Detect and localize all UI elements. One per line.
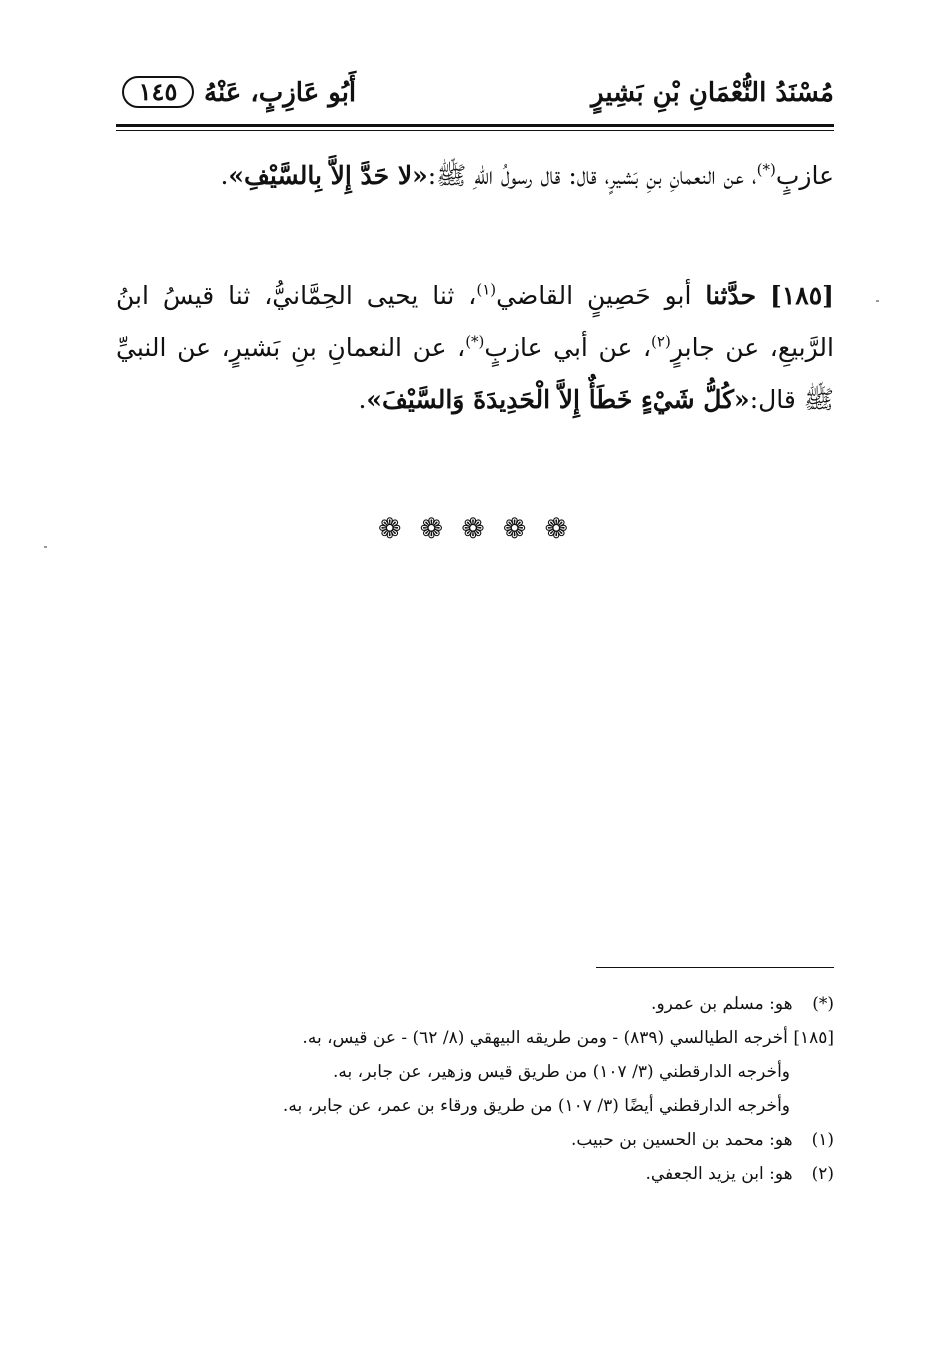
footnote-mark: (*): [812, 994, 834, 1014]
footnote-ref: (٢): [651, 332, 671, 351]
footnote-text: هو: محمد بن الحسين بن حبيب.: [570, 1130, 793, 1150]
footnote-item: [176, 1021, 834, 1055]
footnote-separator: [596, 967, 834, 968]
footnote-item: [176, 1055, 834, 1089]
flower-ornament-icon: ❁: [378, 511, 402, 545]
footnote-ref: (١): [476, 280, 497, 299]
footnote-mark: [١٨٥]: [793, 1028, 834, 1048]
hadith-paragraph-185: [١٨٥] حدَّثنا أبو حَصِينٍ القاضي$^{(١)}$، ثنا يحيى الحِمَّانيُّ، ثنا قيسُ ابنُ الرَّبيعِ، عن جابرٍ$^{(٢)}$، عن أبي عازبٍ(*)، عن النعمانِ بنِ بَشيرٍ، عن النبيِّ ﷺ قال:«كُلُّ شَيْءٍ خَطَأٌ إِلاَّ الْحَدِيدَةَ وَالسَّيْفَ».: [116, 280, 834, 414]
section-divider-ornaments: [378, 508, 568, 548]
footnote-mark: (٢): [811, 1164, 834, 1184]
header-rule-thin: [116, 130, 834, 131]
hadith-number: [١٨٥]: [770, 281, 834, 310]
flower-ornament-icon: ❁: [544, 511, 568, 545]
footnote-mark: (١): [811, 1130, 834, 1150]
footnotes: [176, 987, 834, 1191]
hadith-lead: حدَّثنا: [705, 281, 757, 310]
footnote-item: [176, 1089, 834, 1123]
footnote-item: [176, 1123, 834, 1157]
footnote-text: وأخرجه الدارقطني أيضًا (٣/ ١٠٧) من طريق ورقاء بن عمر، عن جابر، به.: [282, 1096, 790, 1116]
running-head-title: مُسْنَدُ النُّعْمَانِ بْنِ بَشِيرٍ: [590, 78, 834, 108]
hadith-quote: «كُلُّ شَيْءٍ خَطَأٌ إِلاَّ الْحَدِيدَةَ وَالسَّيْفَ»: [366, 385, 750, 414]
hadith-paragraph-continued: عازبٍ(*)، عن النعمانِ بنِ بَشيرٍ، قال: قال رسولُ اللهِ ﷺ:«لا حَدَّ إِلاَّ بِالسَّيْفِ».: [220, 160, 834, 190]
flower-ornament-icon: ❁: [461, 511, 485, 545]
footnote-text: هو: مسلم بن عمرو.: [651, 994, 793, 1014]
footnote-ref: (*): [465, 332, 485, 351]
scan-speck: [876, 300, 879, 302]
header-rule-thick: [116, 124, 834, 127]
hadith-quote: «لا حَدَّ إِلاَّ بِالسَّيْفِ»: [228, 161, 428, 190]
footnote-text: وأخرجه الدارقطني (٣/ ١٠٧) من طريق قيس وزهير، عن جابر، به.: [333, 1062, 790, 1082]
running-head-subtitle: أَبُو عَازِبٍ، عَنْهُ: [204, 78, 357, 108]
footnote-item: [176, 1157, 834, 1191]
flower-ornament-icon: ❁: [502, 511, 527, 545]
running-head: [116, 72, 834, 116]
flower-ornament-icon: ❁: [419, 511, 444, 545]
footnote-text: أخرجه الطيالسي (٨٣٩) - ومن طريقه البيهقي (٨/ ٦٢) - عن قيس، به.: [302, 1028, 788, 1048]
page-number: ١٤٥: [122, 76, 194, 108]
footnote-text: هو: ابن يزيد الجعفي.: [645, 1164, 793, 1184]
footnote-item: [176, 987, 834, 1021]
scan-speck: [44, 546, 47, 548]
footnote-ref: (*): [756, 160, 776, 179]
